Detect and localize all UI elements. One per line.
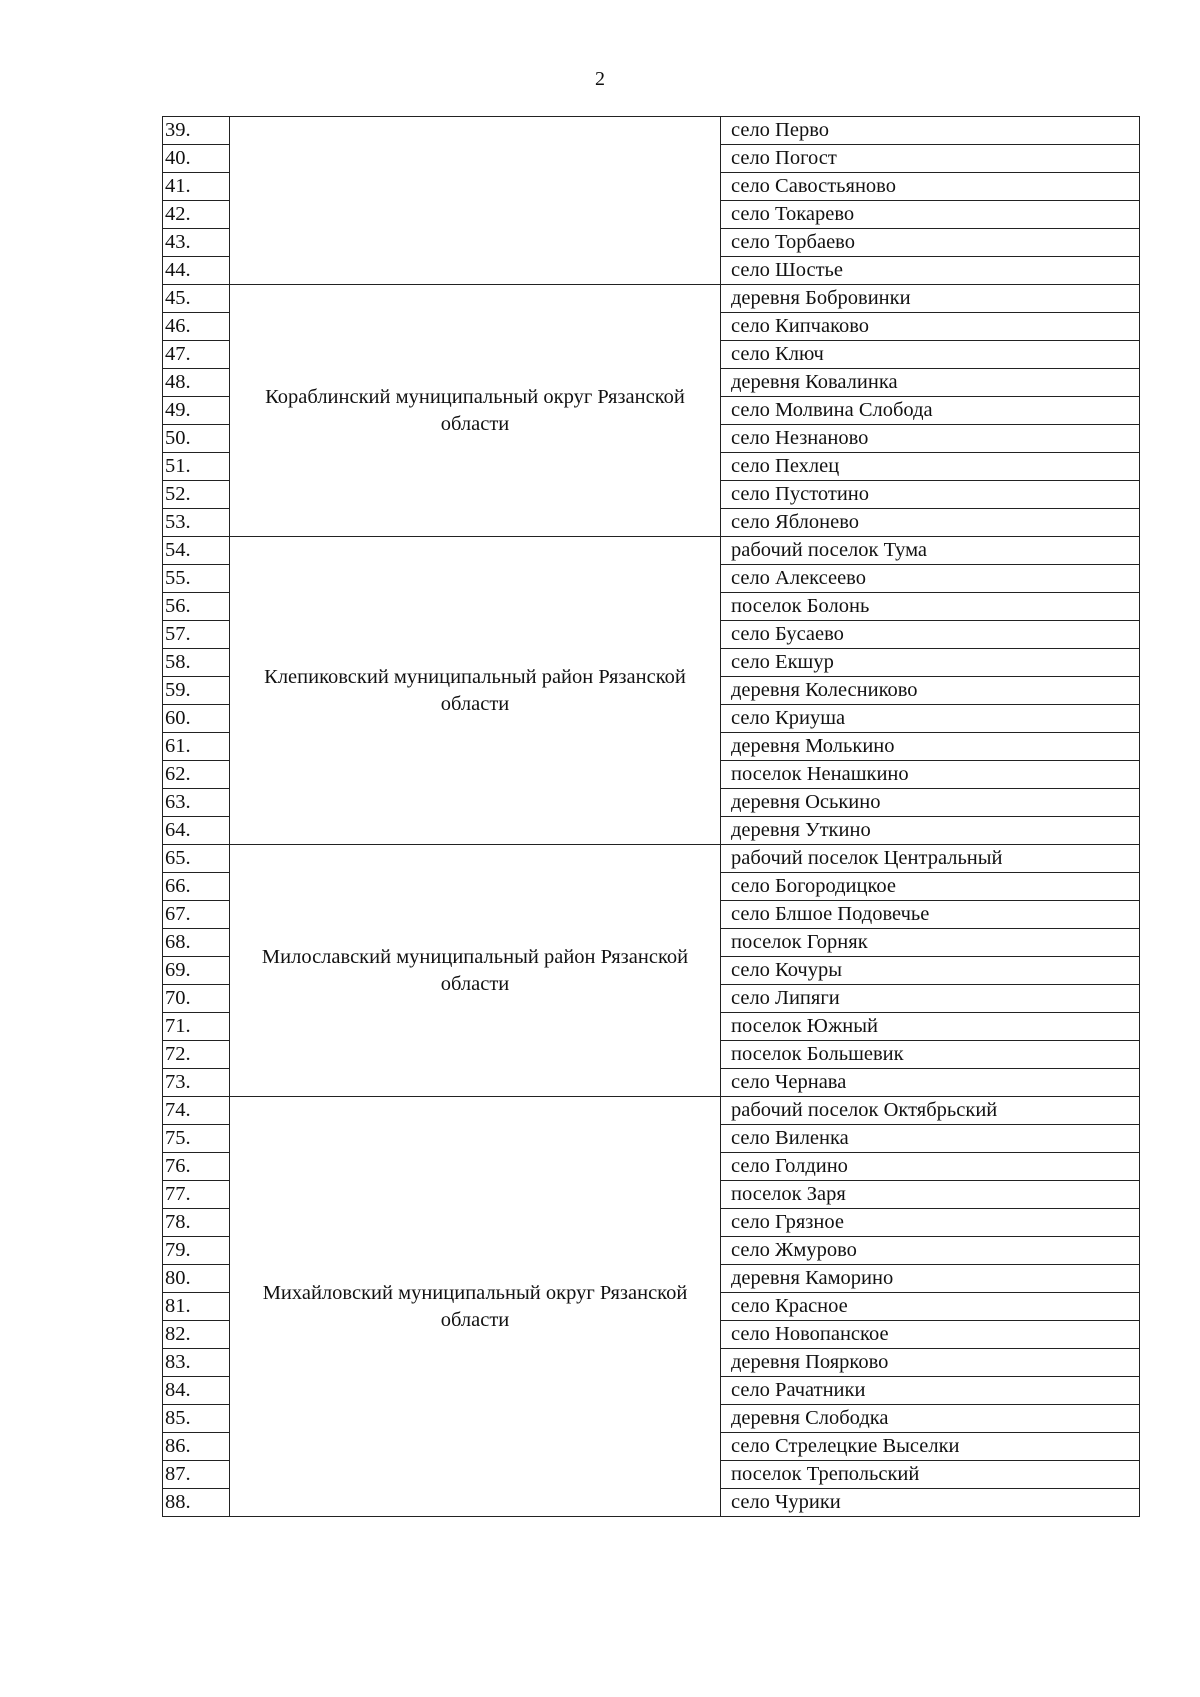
district-name: Клепиковский муниципальный район Рязанской области: [230, 537, 721, 845]
settlement-name: село Пехлец: [721, 453, 1140, 481]
settlement-name: поселок Трепольский: [721, 1461, 1140, 1489]
settlement-name: село Жмурово: [721, 1237, 1140, 1265]
row-number: 82.: [163, 1321, 230, 1349]
table-row: [163, 845, 1140, 873]
row-number: 58.: [163, 649, 230, 677]
settlement-name: село Ключ: [721, 341, 1140, 369]
row-number: 57.: [163, 621, 230, 649]
row-number: 43.: [163, 229, 230, 257]
settlement-name: поселок Горняк: [721, 929, 1140, 957]
row-number: 42.: [163, 201, 230, 229]
row-number: 69.: [163, 957, 230, 985]
settlement-name: село Чернава: [721, 1069, 1140, 1097]
row-number: 79.: [163, 1237, 230, 1265]
settlement-name: село Незнаново: [721, 425, 1140, 453]
settlement-name: село Голдино: [721, 1153, 1140, 1181]
row-number: 80.: [163, 1265, 230, 1293]
settlement-name: деревня Оськино: [721, 789, 1140, 817]
settlement-name: деревня Колесниково: [721, 677, 1140, 705]
table-row: [163, 285, 1140, 313]
row-number: 72.: [163, 1041, 230, 1069]
settlement-name: село Алексеево: [721, 565, 1140, 593]
settlement-name: село Грязное: [721, 1209, 1140, 1237]
row-number: 63.: [163, 789, 230, 817]
row-number: 41.: [163, 173, 230, 201]
row-number: 74.: [163, 1097, 230, 1125]
row-number: 84.: [163, 1377, 230, 1405]
row-number: 50.: [163, 425, 230, 453]
table-row: [163, 537, 1140, 565]
table-body: [163, 117, 1140, 1517]
settlement-name: село Красное: [721, 1293, 1140, 1321]
row-number: 70.: [163, 985, 230, 1013]
settlement-name: село Бусаево: [721, 621, 1140, 649]
settlement-name: деревня Бобровинки: [721, 285, 1140, 313]
row-number: 86.: [163, 1433, 230, 1461]
district-name: Кораблинский муниципальный округ Рязанской области: [230, 285, 721, 537]
row-number: 64.: [163, 817, 230, 845]
row-number: 52.: [163, 481, 230, 509]
settlement-name: село Кипчаково: [721, 313, 1140, 341]
row-number: 49.: [163, 397, 230, 425]
settlement-name: село Токарево: [721, 201, 1140, 229]
settlement-name: село Торбаево: [721, 229, 1140, 257]
settlement-name: поселок Южный: [721, 1013, 1140, 1041]
settlement-name: деревня Поярково: [721, 1349, 1140, 1377]
settlement-name: село Криуша: [721, 705, 1140, 733]
settlement-name: поселок Заря: [721, 1181, 1140, 1209]
settlement-name: село Виленка: [721, 1125, 1140, 1153]
row-number: 85.: [163, 1405, 230, 1433]
settlement-name: поселок Ненашкино: [721, 761, 1140, 789]
settlement-name: село Екшур: [721, 649, 1140, 677]
row-number: 54.: [163, 537, 230, 565]
row-number: 55.: [163, 565, 230, 593]
row-number: 44.: [163, 257, 230, 285]
row-number: 88.: [163, 1489, 230, 1517]
settlements-table: [162, 116, 1140, 1517]
settlement-name: село Пустотино: [721, 481, 1140, 509]
settlement-name: село Шостье: [721, 257, 1140, 285]
settlement-name: село Блшое Подовечье: [721, 901, 1140, 929]
settlement-name: рабочий поселок Тума: [721, 537, 1140, 565]
row-number: 71.: [163, 1013, 230, 1041]
page-number: 2: [595, 68, 605, 90]
settlement-name: деревня Уткино: [721, 817, 1140, 845]
row-number: 48.: [163, 369, 230, 397]
row-number: 60.: [163, 705, 230, 733]
row-number: 45.: [163, 285, 230, 313]
settlement-name: село Чурики: [721, 1489, 1140, 1517]
row-number: 81.: [163, 1293, 230, 1321]
row-number: 65.: [163, 845, 230, 873]
row-number: 39.: [163, 117, 230, 145]
row-number: 66.: [163, 873, 230, 901]
row-number: 83.: [163, 1349, 230, 1377]
settlement-name: село Савостьяново: [721, 173, 1140, 201]
settlement-name: рабочий поселок Октябрьский: [721, 1097, 1140, 1125]
settlement-name: поселок Большевик: [721, 1041, 1140, 1069]
table-row: [163, 117, 1140, 145]
settlement-name: деревня Каморино: [721, 1265, 1140, 1293]
row-number: 78.: [163, 1209, 230, 1237]
row-number: 76.: [163, 1153, 230, 1181]
row-number: 47.: [163, 341, 230, 369]
district-name: Милославский муниципальный район Рязанской области: [230, 845, 721, 1097]
row-number: 67.: [163, 901, 230, 929]
district-name: [230, 117, 721, 285]
settlement-name: село Молвина Слобода: [721, 397, 1140, 425]
row-number: 53.: [163, 509, 230, 537]
settlement-name: село Погост: [721, 145, 1140, 173]
settlement-name: село Перво: [721, 117, 1140, 145]
settlement-name: село Яблонево: [721, 509, 1140, 537]
settlement-name: деревня Ковалинка: [721, 369, 1140, 397]
row-number: 73.: [163, 1069, 230, 1097]
settlement-name: поселок Болонь: [721, 593, 1140, 621]
row-number: 75.: [163, 1125, 230, 1153]
row-number: 77.: [163, 1181, 230, 1209]
settlement-name: село Кочуры: [721, 957, 1140, 985]
row-number: 51.: [163, 453, 230, 481]
settlement-name: село Липяги: [721, 985, 1140, 1013]
row-number: 61.: [163, 733, 230, 761]
settlement-name: село Богородицкое: [721, 873, 1140, 901]
settlement-name: рабочий поселок Центральный: [721, 845, 1140, 873]
settlement-name: деревня Слободка: [721, 1405, 1140, 1433]
settlement-name: деревня Молькино: [721, 733, 1140, 761]
settlement-name: село Стрелецкие Выселки: [721, 1433, 1140, 1461]
table-row: [163, 1097, 1140, 1125]
row-number: 46.: [163, 313, 230, 341]
row-number: 87.: [163, 1461, 230, 1489]
settlement-name: село Новопанское: [721, 1321, 1140, 1349]
settlement-name: село Рачатники: [721, 1377, 1140, 1405]
row-number: 68.: [163, 929, 230, 957]
row-number: 56.: [163, 593, 230, 621]
row-number: 62.: [163, 761, 230, 789]
row-number: 59.: [163, 677, 230, 705]
district-name: Михайловский муниципальный округ Рязанской области: [230, 1097, 721, 1517]
row-number: 40.: [163, 145, 230, 173]
